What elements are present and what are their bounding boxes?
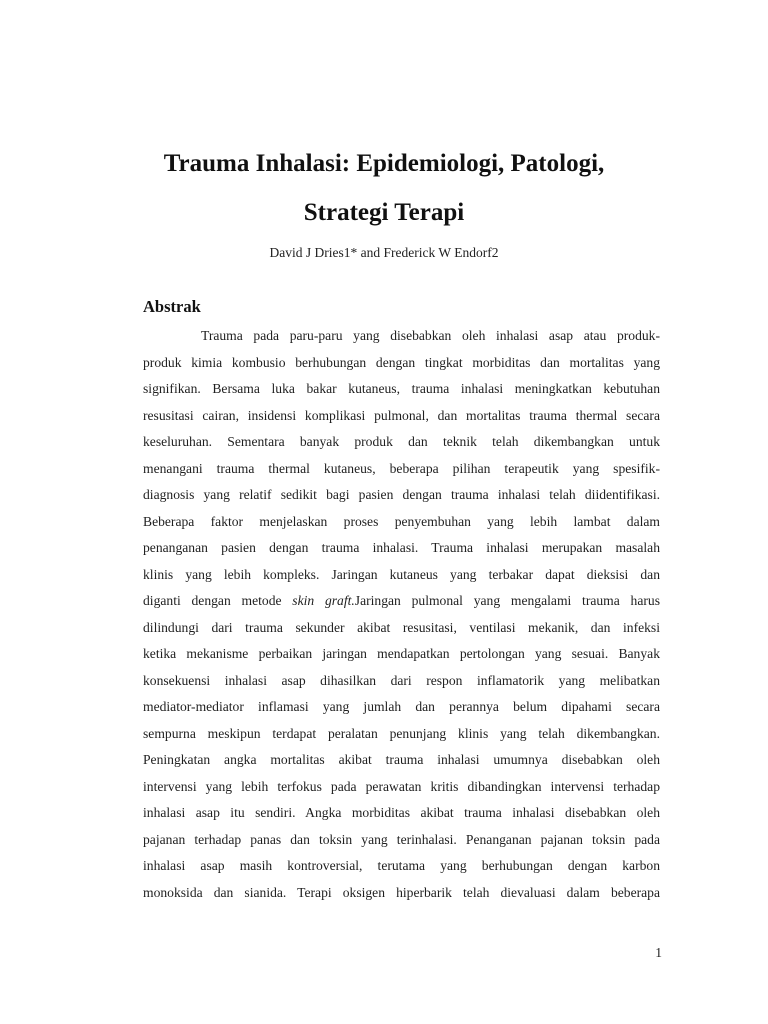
abstract-line: Trauma pada paru-paru yang disebabkan oleh inhalasi asap atau produk- bbox=[201, 328, 660, 343]
abstract-line: intervensi yang lebih terfokus pada perawatan kritis dibandingkan intervensi terhadap bbox=[143, 778, 660, 794]
abstract-line: diagnosis yang relatif sedikit bagi pasien dengan trauma inhalasi telah diidentifikasi. bbox=[143, 487, 660, 502]
abstract-line-with-italic bbox=[143, 591, 660, 618]
abstract-line: Peningkatan angka mortalitas akibat trauma inhalasi umumnya disebabkan oleh bbox=[143, 752, 660, 767]
abstract-line: penanganan pasien dengan trauma inhalasi. Trauma inhalasi merupakan masalah bbox=[143, 540, 660, 555]
abstract-line: sempurna meskipun terdapat peralatan penunjang klinis yang telah dikembangkan. bbox=[143, 725, 660, 741]
abstract-line-head: diganti dengan metode bbox=[143, 593, 293, 608]
abstract-line: Beberapa faktor menjelaskan proses penyembuhan yang lebih lambat dalam bbox=[143, 513, 660, 529]
page-number: 1 bbox=[655, 945, 662, 960]
abstract-line: monoksida dan sianida. Terapi oksigen hiperbarik telah dievaluasi dalam beberapa bbox=[143, 884, 660, 900]
author-list: David J Dries1* and Frederick W Endorf2 bbox=[269, 245, 499, 260]
abstract-line: resusitasi cairan, insidensi komplikasi pulmonal, dan mortalitas trauma thermal secara bbox=[143, 407, 660, 423]
paper-title-line-2: Strategi Terapi bbox=[303, 199, 465, 226]
italic-term: skin graft. bbox=[292, 593, 355, 608]
abstract-line: inhalasi asap itu sendiri. Angka morbiditas akibat trauma inhalasi disebabkan oleh bbox=[143, 805, 660, 820]
abstract-line: produk kimia kombusio berhubungan dengan tingkat morbiditas dan mortalitas yang bbox=[143, 354, 660, 370]
abstract-line: menangani trauma thermal kutaneus, beberapa pilihan terapeutik yang spesifik- bbox=[143, 460, 660, 476]
abstract-line: klinis yang lebih kompleks. Jaringan kutaneus yang terbakar dapat dieksisi dan bbox=[143, 566, 660, 582]
abstract-heading: Abstrak bbox=[143, 297, 201, 316]
abstract-line: keseluruhan. Sementara banyak produk dan teknik telah dikembangkan untuk bbox=[143, 434, 660, 449]
paper-title-line-1: Trauma Inhalasi: Epidemiologi, Patologi, bbox=[163, 150, 605, 177]
abstract-line: mediator-mediator inflamasi yang jumlah dan perannya belum dipahami secara bbox=[143, 699, 660, 714]
abstract-line: inhalasi asap masih kontroversial, terutama yang berhubungan dengan karbon bbox=[143, 858, 660, 873]
abstract-body bbox=[143, 326, 660, 909]
abstract-line-tail: Jaringan pulmonal yang mengalami trauma harus bbox=[354, 593, 660, 608]
abstract-line: ketika mekanisme perbaikan jaringan mendapatkan pertolongan yang sesuai. Banyak bbox=[143, 646, 660, 661]
abstract-line: signifikan. Bersama luka bakar kutaneus, trauma inhalasi meningkatkan kebutuhan bbox=[143, 381, 660, 396]
abstract-line: konsekuensi inhalasi asap dihasilkan dari respon inflamatorik yang melibatkan bbox=[143, 672, 660, 688]
abstract-line: pajanan terhadap panas dan toksin yang terinhalasi. Penanganan pajanan toksin pada bbox=[143, 831, 660, 847]
abstract-line: dilindungi dari trauma sekunder akibat resusitasi, ventilasi mekanik, dan infeksi bbox=[143, 619, 660, 635]
